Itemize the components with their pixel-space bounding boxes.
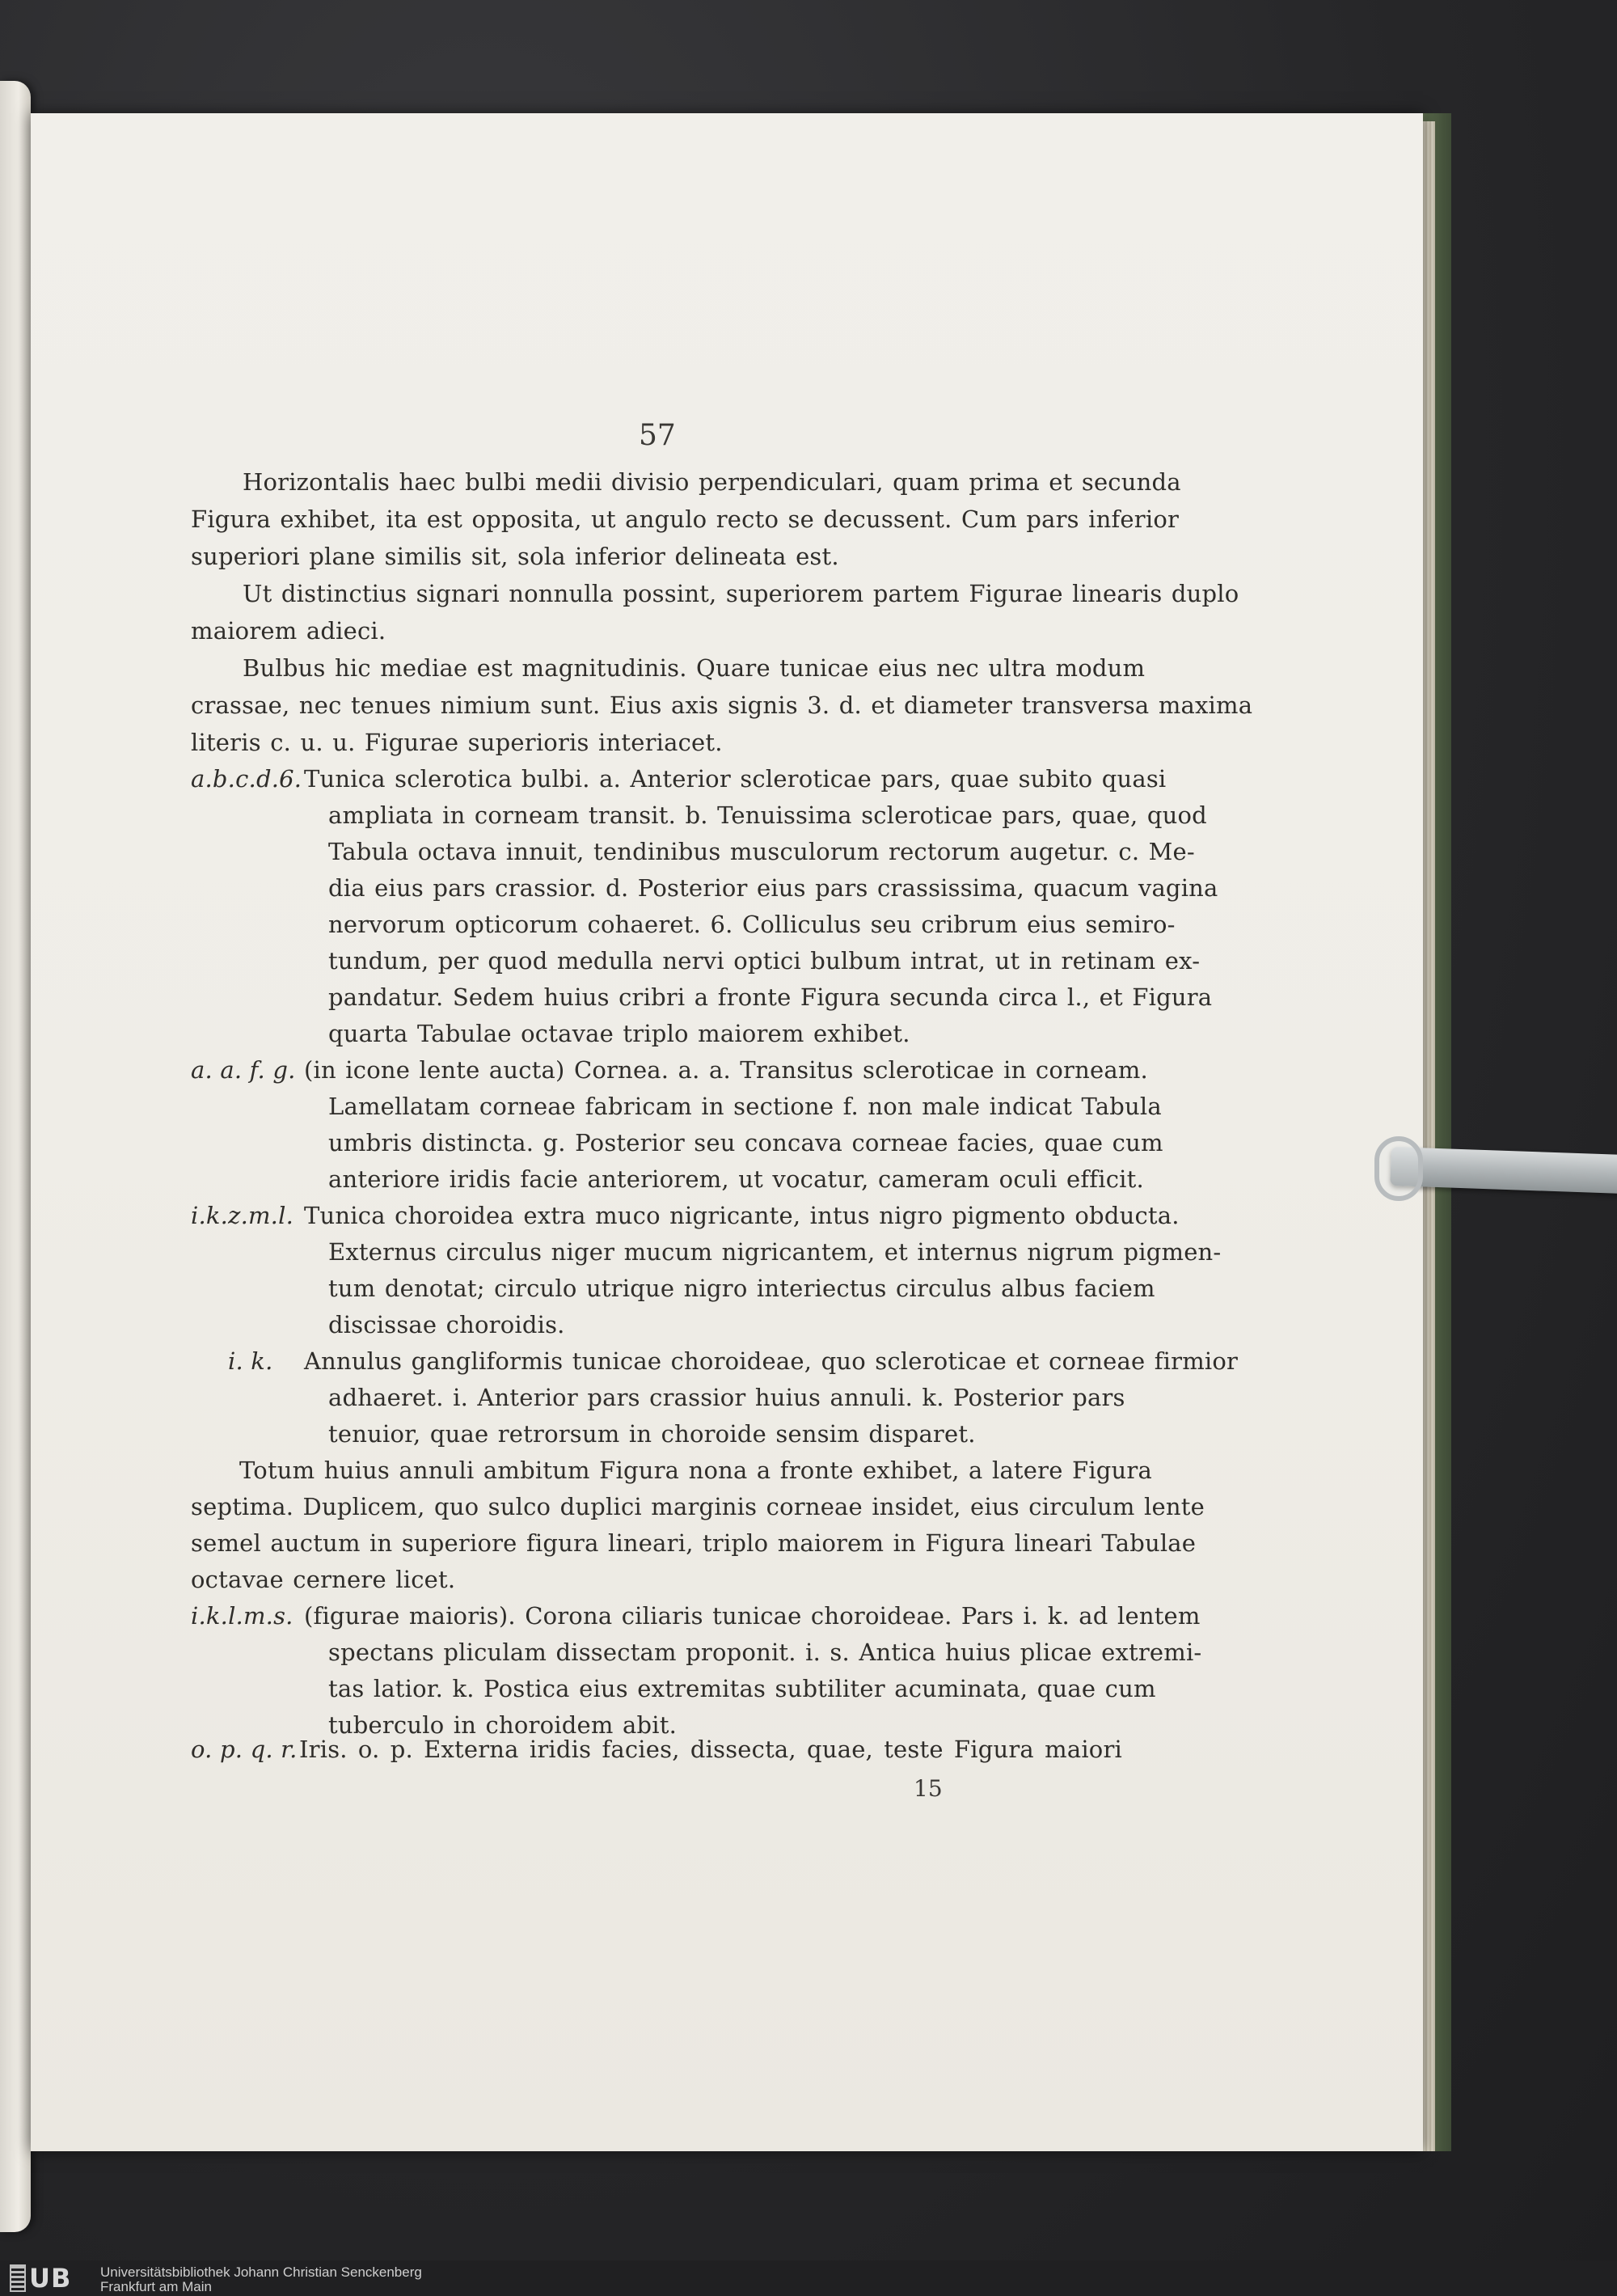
text-line: septima. Duplicem, quo sulco duplici marginis corneae insidet, eius circulum lente [191,1493,1205,1520]
text-line: Iris. o. p. Externa iridis facies, dissecta, quae, teste Figura maiori [299,1736,1122,1763]
text-line: nervorum opticorum cohaeret. 6. Colliculus seu cribrum eius semiro- [328,911,1176,938]
signature-mark: 15 [914,1775,943,1802]
text-line: Tunica choroidea extra muco nigricante, intus nigro pigmento obducta. [304,1202,1180,1229]
text-line: maiorem adieci. [191,617,386,645]
text-line: Ut distinctius signari nonnulla possint, superiorem partem Figurae linearis duplo [243,580,1239,607]
library-logo [10,2263,94,2294]
page-number-top: 57 [639,419,676,452]
text-line: octavae cernere licet. [191,1566,456,1593]
text-line: (in icone lente aucta) Cornea. a. a. Transitus scleroticae in corneam. [304,1056,1148,1084]
text-line: spectans pliculam dissectam proponit. i. s. Antica huius plicae extremi- [328,1638,1202,1666]
text-line: Lamellatam corneae fabricam in sectione f. non male indicat Tabula [328,1093,1162,1120]
clip-bar [1390,1147,1617,1194]
text-line: Horizontalis haec bulbi medii divisio perpendiculari, quam prima et secunda [243,468,1181,496]
entry-label: i.k.z.m.l. [191,1202,293,1229]
text-line: superiori plane similis sit, sola inferior delineata est. [191,543,839,570]
text-line: literis c. u. u. Figurae superioris interiacet. [191,729,723,756]
text-line: ampliata in corneam transit. b. Tenuissima scleroticae pars, quae, quod [328,801,1207,829]
text-line: crassae, nec tenues nimium sunt. Eius axis signis 3. d. et diameter transversa maxima [191,691,1253,719]
text-line: semel auctum in superiore figura lineari, triplo maiorem in Figura lineari Tabulae [191,1529,1197,1557]
text-line: adhaeret. i. Anterior pars crassior huius annuli. k. Posterior pars [328,1384,1125,1411]
text-line: tas latior. k. Postica eius extremitas subtiliter acuminata, quae cum [328,1675,1156,1702]
text-line: dia eius pars crassior. d. Posterior eius pars crassissima, quacum vagina [328,874,1218,902]
text-line: Totum huius annuli ambitum Figura nona a fronte exhibet, a latere Figura [239,1457,1152,1484]
text-line: tum denotat; circulo utrique nigro interiectus circulus albus faciem [328,1275,1155,1302]
footer-line-city: Frankfurt am Main [100,2279,212,2294]
text-line: Figura exhibet, ita est opposita, ut angulo recto se decussent. Cum pars inferior [191,505,1180,533]
text-line: pandatur. Sedem huius cribri a fronte Figura secunda circa l., et Figura [328,983,1213,1011]
text-line: quarta Tabulae octavae triplo maiorem exhibet. [328,1020,910,1047]
entry-label: a.b.c.d.6. [191,765,302,793]
text-line: tuberculo in choroidem abit. [328,1711,677,1739]
entry-label: i.k.l.m.s. [191,1602,293,1630]
entry-label: a. a. f. g. [191,1056,296,1084]
previous-page-edge [0,81,31,2232]
entry-label: i. k. [228,1347,273,1375]
text-line: Tabula octava innuit, tendinibus musculorum rectorum augetur. c. Me- [328,838,1195,865]
text-line: anteriore iridis facie anteriorem, ut vocatur, cameram oculi efficit. [328,1165,1144,1193]
text-line: umbris distincta. g. Posterior seu concava corneae facies, quae cum [328,1129,1163,1156]
library-logo-icon [10,2264,26,2292]
page-clip [1374,1136,1617,1201]
entry-label: o. p. q. r. [191,1736,298,1763]
text-line: tenuior, quae retrorsum in choroide sensim disparet. [328,1420,976,1448]
text-line: Annulus gangliformis tunicae choroideae, quo scleroticae et corneae firmior [304,1347,1239,1375]
text-line: (figurae maioris). Corona ciliaris tunicae choroideae. Pars i. k. ad lentem [304,1602,1201,1630]
footer-line-institution: Universitätsbibliothek Johann Christian Senckenberg [100,2264,422,2280]
footer-attribution [100,2265,422,2294]
text-line: discissae choroidis. [328,1311,565,1338]
text-line: Bulbus hic mediae est magnitudinis. Quare tunicae eius nec ultra modum [243,654,1146,682]
clip-loop [1374,1136,1423,1201]
text-line: Tunica sclerotica bulbi. a. Anterior scleroticae pars, quae subito quasi [304,765,1167,793]
text-line: Externus circulus niger mucum nigricantem, et internus nigrum pigmen- [328,1238,1222,1266]
library-logo-text: UB [29,2263,72,2294]
text-line: tundum, per quod medulla nervi optici bulbum intrat, ut in retinam ex- [328,947,1201,975]
